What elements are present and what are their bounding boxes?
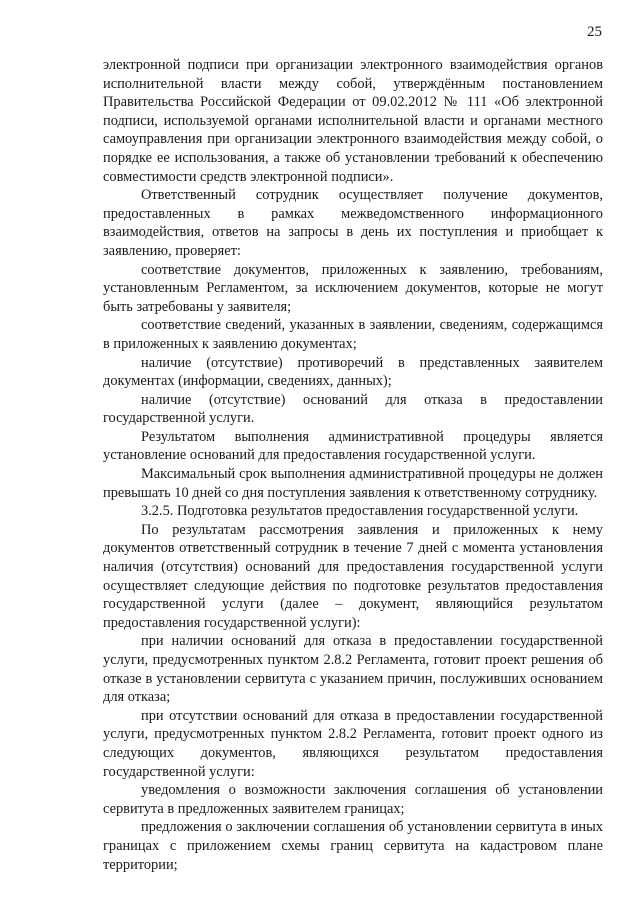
paragraph-refusal-draft: при наличии оснований для отказа в предоставлении государственной услуги, предусмотренных пунктом 2.8.2 Регламента, готовит проект решения об отказе в установлении сервитута с указанием причин, послуживших основанием для отказа; (103, 633, 603, 706)
paragraph-check-compliance: соответствие документов, приложенных к заявлению, требованиям, установленным Регламентом, за исключением документов, которые не могут быть затребованы у заявителя; (103, 261, 603, 315)
paragraph-check-contradictions: наличие (отсутствие) противоречий в представленных заявителем документах (информации, сведениях, данных); (103, 354, 603, 390)
page-number: 25 (587, 24, 602, 40)
paragraph-signature-requirements: электронной подписи при организации электронного взаимодействия органов исполнительной власти между собой, утверждённым постановлением Правительства Российской Федерации от 09.02.2012 № 111 «Об электронной подписи, используемой органами исполнительной власти и органами местного самоуправления при организации электронного взаимодействия между собой, о порядке ее использования, а также об установлении требований к обеспечению совместимости средств электронной подписи». (103, 57, 603, 185)
document-body (103, 56, 603, 874)
section-heading-3-2-5: 3.2.5. Подготовка результатов предоставления государственной услуги. (141, 503, 579, 520)
paragraph-responsible-employee: Ответственный сотрудник осуществляет получение документов, предоставленных в рамках межведомственного информационного взаимодействия, ответов на запросы в день их поступления и приобщает к заявлению, проверяет: (103, 187, 603, 259)
paragraph-proposal-other-boundaries: предложения о заключении соглашения об установлении сервитута в иных границах с приложением схемы границ сервитута на кадастровом плане территории; (103, 819, 603, 873)
paragraph-notification: уведомления о возможности заключения соглашения об установлении сервитута в предложенных заявителем границах; (103, 782, 603, 817)
paragraph-check-information: соответствие сведений, указанных в заявлении, сведениям, содержащимся в приложенных к заявлению документах; (103, 317, 603, 352)
paragraph-review-results: По результатам рассмотрения заявления и приложенных к нему документов ответственный сотрудник в течение 7 дней с момента установления наличия (отсутствия) оснований для предоставления государственной услуги осуществляет следующие действия по подготовке результатов предоставления государственной услуги (далее – документ, являющийся результатом предоставления государственной услуги): (103, 521, 603, 631)
paragraph-max-term: Максимальный срок выполнения административной процедуры не должен превышать 10 дней со дня поступления заявления к ответственному сотруднику. (103, 466, 603, 501)
paragraph-procedure-result: Результатом выполнения административной процедуры является установление оснований для предоставления государственной услуги. (103, 428, 603, 464)
paragraph-check-refusal-grounds: наличие (отсутствие) оснований для отказа в предоставлении государственной услуги. (103, 391, 603, 427)
paragraph-no-refusal-grounds: при отсутствии оснований для отказа в предоставлении государственной услуги, предусмотренных пунктом 2.8.2 Регламента, готовит проект одного из следующих документов, являющихся результатом предоставления государственной услуги: (103, 707, 603, 780)
